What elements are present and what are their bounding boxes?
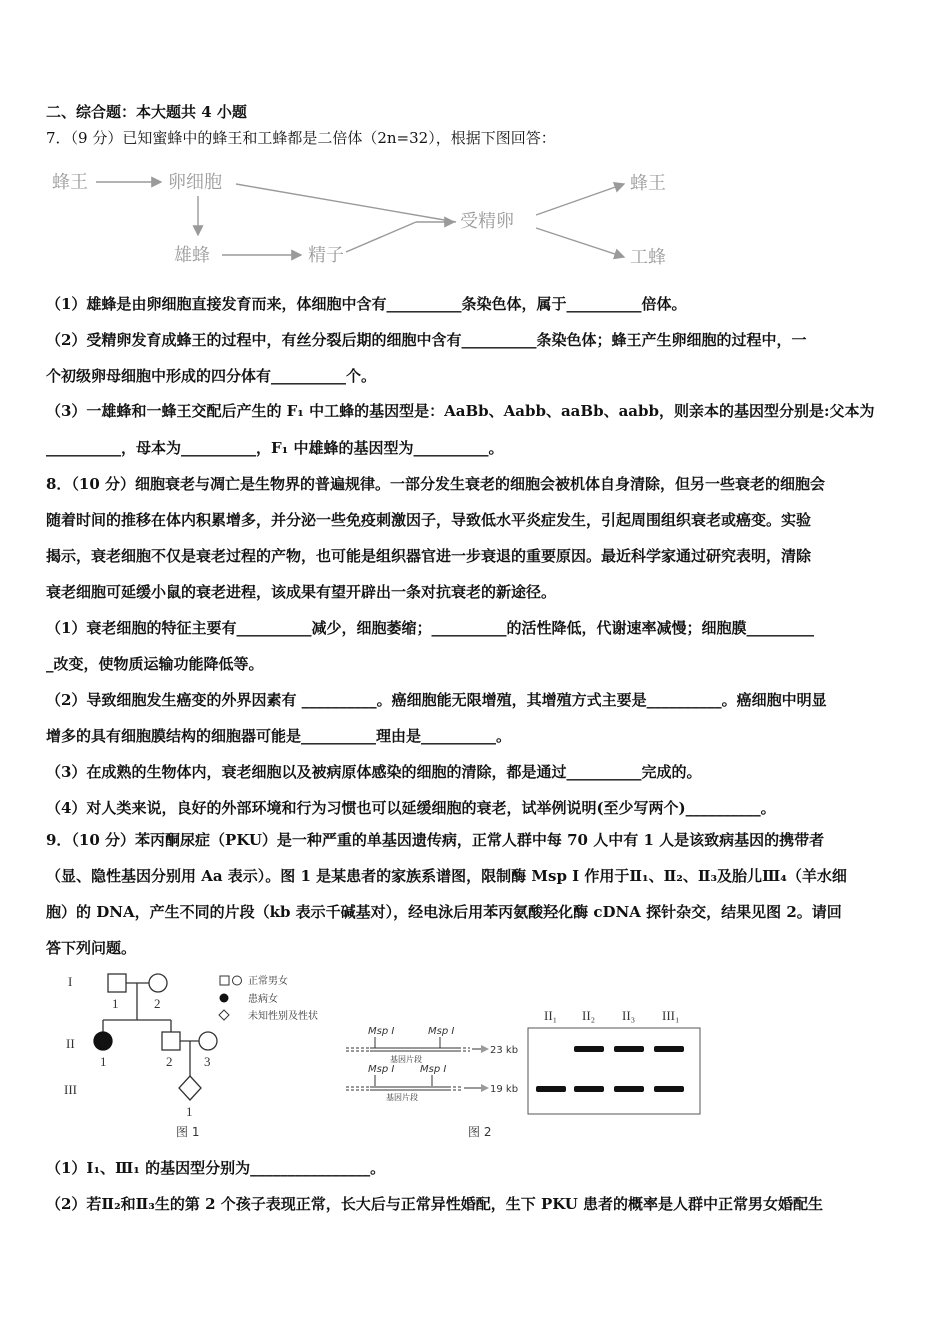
- II1-num: 1: [100, 1054, 107, 1069]
- diagram-drone: 雄蜂: [174, 245, 210, 266]
- II3-num: 3: [204, 1054, 211, 1069]
- q8-part1a: （1）衰老细胞的特征主要有__________减少，细胞萎缩；__________的活性降低，代谢速率减慢；细胞膜_________: [46, 619, 814, 637]
- q9-line4: 答下列问题。: [46, 939, 137, 957]
- q8-line2: 随着时间的推移在体内积累增多，并分泌一些免疫刺激因子，导致低水平炎症发生，引起周围组织衰老或癌变。实验: [46, 511, 812, 529]
- III1-num: 1: [186, 1104, 193, 1119]
- fig2-caption: 图 2: [468, 1125, 492, 1139]
- line-sperm-zygote: [346, 222, 416, 252]
- q8-part2b: 增多的具有细胞膜结构的细胞器可能是__________理由是__________。: [46, 727, 512, 745]
- q8-line4: 衰老细胞可延缓小鼠的衰老进程，该成果有望开辟出一条对抗衰老的新途径。: [46, 583, 557, 601]
- legend-normal: 正常男女: [248, 976, 288, 987]
- q8-part1b: _改变，使物质运输功能降低等。: [46, 655, 264, 673]
- band-II3-19kb: [614, 1086, 644, 1092]
- lane-label-3: II₃: [622, 1008, 636, 1023]
- III1-unknown: [179, 1076, 201, 1100]
- q7-part3a: （3）一雄蜂和一蜂王交配后产生的 F₁ 中工蜂的基因型是：AaBb、Aabb、aaBb、aabb，则亲本的基因型分别是:父本为: [46, 402, 875, 420]
- II2-num: 2: [166, 1054, 173, 1069]
- msp-label-4: Msp I: [420, 1064, 447, 1075]
- I2-num: 2: [154, 996, 161, 1011]
- q7-intro: 7．（9 分）已知蜜蜂中的蜂王和工蜂都是二倍体（2n=32），根据下图回答：: [46, 129, 556, 147]
- msp-label-2: Msp I: [428, 1026, 455, 1037]
- diagram-zygote: 受精卵: [460, 211, 514, 232]
- band-III1-19kb: [654, 1086, 684, 1092]
- diagram-egg: 卵细胞: [168, 172, 222, 193]
- I1-male: [108, 974, 126, 992]
- q7-part2a: （2）受精卵发育成蜂王的过程中，有丝分裂后期的细胞中含有__________条染色体；蜂王产生卵细胞的过程中，一: [46, 331, 807, 349]
- line-egg-zygote: [236, 184, 456, 222]
- fragment-label-1: 基因片段: [390, 1055, 422, 1064]
- diagram-queen-out: 蜂王: [630, 173, 666, 194]
- fig1-caption: 图 1: [176, 1125, 200, 1139]
- diagram-queen: 蜂王: [52, 172, 88, 193]
- fragment-label-2: 基因片段: [386, 1093, 418, 1102]
- I2-female: [149, 974, 167, 992]
- band-II3-23kb: [614, 1046, 644, 1052]
- lane-label-4: III₁: [662, 1008, 680, 1023]
- bee-reproduction-diagram: [46, 160, 686, 275]
- II2-male: [162, 1032, 180, 1050]
- band-II1-19kb: [536, 1086, 566, 1092]
- msp-label-1: Msp I: [368, 1026, 395, 1037]
- diagram-worker: 工蜂: [630, 247, 666, 268]
- gen-label-3: III: [64, 1082, 77, 1097]
- q9-line2: （显、隐性基因分别用 Aa 表示）。图 1 是某患者的家族系谱图，限制酶 Msp I 作用于Ⅱ₁、Ⅱ₂、Ⅱ₃及胎儿Ⅲ₄（羊水细: [46, 867, 847, 885]
- II1-affected-female: [94, 1032, 112, 1050]
- lane-label-2: II₂: [582, 1008, 596, 1023]
- electrophoresis-figure: [340, 1006, 710, 1146]
- legend-unknown: 未知性别及性状: [248, 1011, 318, 1022]
- q8-line3: 揭示，衰老细胞不仅是衰老过程的产物，也可能是组织器官进一步衰退的重要原因。最近科学家通过研究表明，清除: [46, 547, 812, 565]
- q7-part3b: __________，母本为__________，F₁ 中雄蜂的基因型为__________。: [46, 439, 504, 457]
- arrow-zygote-worker: [536, 228, 624, 257]
- q8-part4: （4）对人类来说，良好的外部环境和行为习惯也可以延缓细胞的衰老，试举例说明(至少写两个)__________。: [46, 799, 776, 817]
- band-II2-23kb: [574, 1046, 604, 1052]
- q8-part3: （3）在成熟的生物体内，衰老细胞以及被病原体感染的细胞的清除，都是通过__________完成的。: [46, 763, 702, 781]
- lane-label-1: II₁: [544, 1008, 558, 1023]
- q9-part2: （2）若Ⅱ₂和Ⅱ₃生的第 2 个孩子表现正常，长大后与正常异性婚配，生下 PKU 患者的概率是人群中正常男女婚配生: [46, 1195, 824, 1213]
- legend-affected: 患病女: [248, 994, 278, 1005]
- q8-line1: 8．（10 分）细胞衰老与凋亡是生物界的普遍规律。一部分发生衰老的细胞会被机体自身清除，但另一些衰老的细胞会: [46, 475, 826, 493]
- gen-label-1: I: [68, 974, 73, 989]
- q8-part2a: （2）导致细胞发生癌变的外界因素有 __________。癌细胞能无限增殖，其增殖方式主要是__________。癌细胞中明显: [46, 691, 827, 709]
- size-23kb: 23 kb: [490, 1045, 519, 1056]
- q7-part1: （1）雄蜂是由卵细胞直接发育而来，体细胞中含有__________条染色体，属于__________倍体。: [46, 295, 687, 313]
- q7-part2b: 个初级卵母细胞中形成的四分体有__________个。: [46, 367, 377, 385]
- band-III1-23kb: [654, 1046, 684, 1052]
- q9-line3: 胞）的 DNA，产生不同的片段（kb 表示千碱基对），经电泳后用苯丙氨酸羟化酶 cDNA 探针杂交，结果见图 2。请回: [46, 903, 842, 921]
- diagram-sperm: 精子: [308, 245, 344, 266]
- msp-label-3: Msp I: [368, 1064, 395, 1075]
- arrow-zygote-queen: [536, 184, 624, 215]
- gen-label-2: II: [66, 1036, 75, 1051]
- section-heading: 二、综合题：本大题共 4 小题: [46, 103, 247, 121]
- II3-female: [199, 1032, 217, 1050]
- I1-num: 1: [112, 996, 119, 1011]
- q9-line1: 9．（10 分）苯丙酮尿症（PKU）是一种严重的单基因遗传病，正常人群中每 70 人中有 1 人是该致病基因的携带者: [46, 831, 825, 849]
- band-II2-19kb: [574, 1086, 604, 1092]
- gel-frame: [528, 1028, 700, 1114]
- size-19kb: 19 kb: [490, 1084, 519, 1095]
- q9-part1: （1）I₁、Ⅲ₁ 的基因型分别为________________。: [46, 1159, 386, 1177]
- pedigree-figure: [56, 968, 346, 1148]
